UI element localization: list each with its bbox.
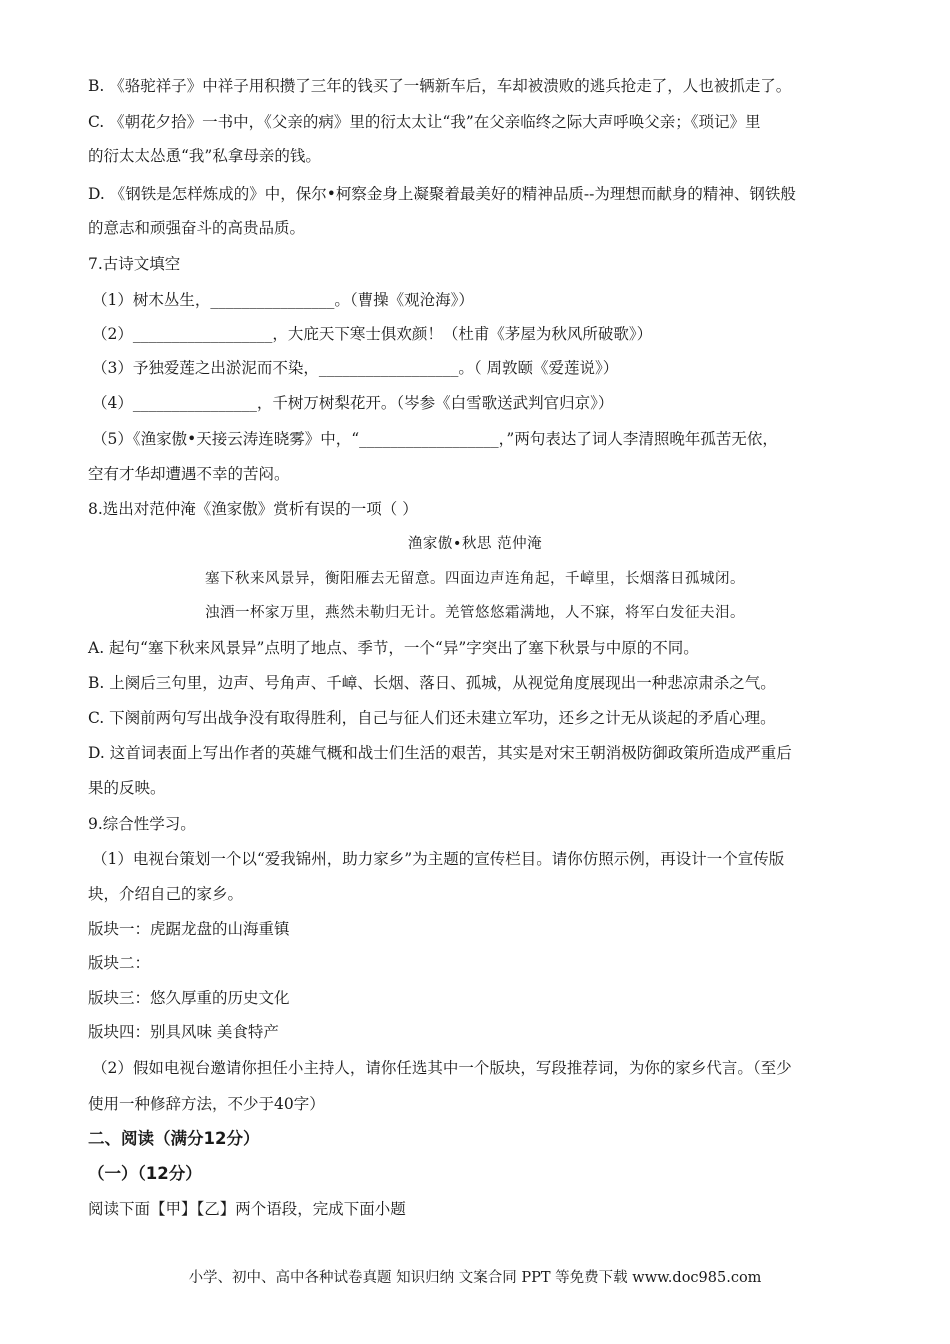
q7-item-5-continued: 空有才华却遭遇不幸的苦闷。: [88, 465, 290, 483]
q8-option-d-continued: 果的反映。: [88, 779, 166, 797]
section-block-4: 版块四：别具风味 美食特产: [88, 1023, 279, 1041]
option-d-continued: 的意志和顽强奋斗的高贵品质。: [88, 219, 306, 237]
page-footer: 小学、初中、高中各种试卷真题 知识归纳 文案合同 PPT 等免费下载 www.doc985.com: [188, 1270, 762, 1286]
q9-part-2: （2）假如电视台邀请你担任小主持人，请你任选其中一个版块，写段推荐词，为你的家乡代言。（至少: [92, 1059, 792, 1077]
q9-part-1-continued: 块，介绍自己的家乡。: [88, 885, 244, 903]
q7-item-1: （1）树木丛生，________________。（曹操《观沧海》）: [92, 291, 474, 309]
question-8-title: 8.选出对范仲淹《渔家傲》赏析有误的一项（ ）: [88, 500, 418, 518]
section-block-3: 版块三：悠久厚重的历史文化: [88, 989, 290, 1007]
q8-option-d: D. 这首词表面上写出作者的英雄气概和战士们生活的艰苦，其实是对宋王朝消极防御政策所造成严重后: [88, 744, 792, 762]
poem-stanza-1: 塞下秋来风景异，衡阳雁去无留意。四面边声连角起，千嶂里，长烟落日孤城闭。: [205, 571, 745, 587]
option-c-continued: 的衍太太怂恿“我”私拿母亲的钱。: [88, 147, 321, 165]
q7-item-3: （3）予独爱莲之出淤泥而不染，__________________。（ 周敦颐《爱莲说》）: [92, 359, 619, 377]
q8-option-a: A. 起句“塞下秋来风景异”点明了地点、季节，一个“异”字突出了塞下秋景与中原的不同。: [88, 639, 699, 657]
option-d-steel: D. 《钢铁是怎样炼成的》中，保尔•柯察金身上凝聚着最美好的精神品质--为理想而献身的精神、钢铁般: [88, 185, 796, 203]
q8-option-b: B. 上阕后三句里，边声、号角声、千嶂、长烟、落日、孤城，从视觉角度展现出一种悲凉肃杀之气。: [88, 674, 776, 692]
q7-item-4: （4）________________，千树万树梨花开。（岑参《白雪歌送武判官归京》）: [92, 394, 614, 412]
reading-instruction: 阅读下面【甲】【乙】两个语段，完成下面小题: [88, 1200, 406, 1218]
q9-part-1: （1）电视台策划一个以“爱我锦州，助力家乡”为主题的宣传栏目。请你仿照示例，再设计一个宣传版: [92, 850, 785, 868]
section-block-1: 版块一：虎踞龙盘的山海重镇: [88, 920, 290, 938]
poem-stanza-2: 浊酒一杯家万里，燕然未勒归无计。羌管悠悠霜满地，人不寐，将军白发征夫泪。: [205, 605, 745, 621]
poem-title: 渔家傲•秋思 范仲淹: [407, 536, 543, 552]
question-7-title: 7.古诗文填空: [88, 255, 181, 273]
q9-part-2-continued: 使用一种修辞方法，不少于40字）: [88, 1095, 325, 1113]
section-block-2: 版块二：: [88, 954, 151, 972]
option-b-camel: B. 《骆驼祥子》中祥子用积攒了三年的钱买了一辆新车后，车却被溃败的逃兵抢走了，人也被抓走了。: [88, 77, 792, 95]
q8-option-c: C. 下阕前两句写出战争没有取得胜利，自己与征人们还未建立军功，还乡之计无从谈起的矛盾心理。: [88, 709, 776, 727]
option-c-dawn-blossoms: C. 《朝花夕拾》一书中，《父亲的病》里的衍太太让“我”在父亲临终之际大声呼唤父亲；《琐记》里: [88, 113, 761, 131]
section-heading-reading: 二、阅读（满分12分）: [88, 1129, 260, 1148]
question-9-title: 9.综合性学习。: [88, 815, 196, 833]
q7-item-5: （5）《渔家傲•天接云涛连晓雾》中，“__________________，”两句表达了词人李清照晚年孤苦无依，: [92, 430, 778, 448]
q7-item-2: （2）__________________，大庇天下寒士俱欢颜！（杜甫《茅屋为秋风所破歌》）: [92, 325, 653, 343]
subsection-heading: （一）（12分）: [88, 1164, 202, 1183]
